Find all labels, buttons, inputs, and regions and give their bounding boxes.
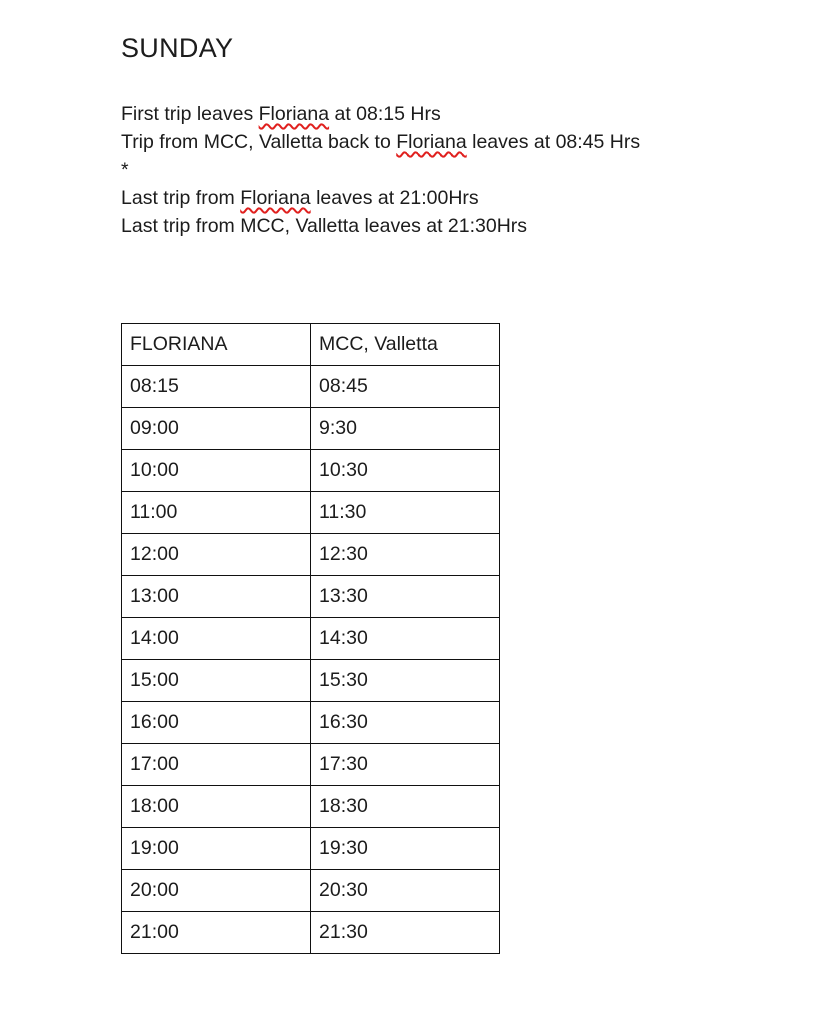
cell-floriana-time[interactable]: 12:00 bbox=[122, 534, 311, 576]
table-row bbox=[122, 912, 500, 954]
cell-mcc-valletta-time[interactable]: 11:30 bbox=[311, 492, 500, 534]
schedule-notes bbox=[121, 100, 640, 240]
cell-mcc-valletta-time[interactable]: 08:45 bbox=[311, 366, 500, 408]
spellcheck-flagged-word[interactable]: Floriana bbox=[258, 103, 330, 125]
cell-floriana-time[interactable]: 17:00 bbox=[122, 744, 311, 786]
cell-mcc-valletta-time[interactable]: 19:30 bbox=[311, 828, 500, 870]
table-row bbox=[122, 576, 500, 618]
cell-floriana-time[interactable]: 16:00 bbox=[122, 702, 311, 744]
cell-mcc-valletta-time[interactable]: 17:30 bbox=[311, 744, 500, 786]
table-row bbox=[122, 702, 500, 744]
cell-floriana-time[interactable]: 21:00 bbox=[122, 912, 311, 954]
timetable-body bbox=[122, 366, 500, 954]
table-row bbox=[122, 450, 500, 492]
cell-floriana-time[interactable]: 19:00 bbox=[122, 828, 311, 870]
cell-mcc-valletta-time[interactable]: 15:30 bbox=[311, 660, 500, 702]
table-row bbox=[122, 492, 500, 534]
table-row bbox=[122, 870, 500, 912]
cell-mcc-valletta-time[interactable]: 10:30 bbox=[311, 450, 500, 492]
cell-floriana-time[interactable]: 11:00 bbox=[122, 492, 311, 534]
cell-mcc-valletta-time[interactable]: 12:30 bbox=[311, 534, 500, 576]
page-title: SUNDAY bbox=[121, 33, 234, 63]
cell-floriana-time[interactable]: 15:00 bbox=[122, 660, 311, 702]
table-row bbox=[122, 744, 500, 786]
cell-floriana-time[interactable]: 09:00 bbox=[122, 408, 311, 450]
cell-mcc-valletta-time[interactable]: 9:30 bbox=[311, 408, 500, 450]
note-asterisk: * bbox=[121, 159, 129, 181]
table-row bbox=[122, 534, 500, 576]
table-row bbox=[122, 366, 500, 408]
table-header-row bbox=[122, 324, 500, 366]
cell-mcc-valletta-time[interactable]: 18:30 bbox=[311, 786, 500, 828]
table-row bbox=[122, 828, 500, 870]
note-return-trip: Trip from MCC, Valletta back to Floriana leaves at 08:45 Hrs bbox=[121, 131, 641, 153]
cell-floriana-time[interactable]: 08:15 bbox=[122, 366, 311, 408]
note-first-trip: First trip leaves Floriana at 08:15 Hrs bbox=[121, 103, 441, 125]
cell-mcc-valletta-time[interactable]: 14:30 bbox=[311, 618, 500, 660]
timetable bbox=[121, 323, 500, 954]
note-last-trip-floriana: Last trip from Floriana leaves at 21:00Hrs bbox=[121, 187, 479, 209]
table-row bbox=[122, 660, 500, 702]
table-row bbox=[122, 786, 500, 828]
cell-floriana-time[interactable]: 13:00 bbox=[122, 576, 311, 618]
spellcheck-flagged-word[interactable]: Floriana bbox=[240, 187, 311, 209]
cell-mcc-valletta-time[interactable]: 13:30 bbox=[311, 576, 500, 618]
cell-mcc-valletta-time[interactable]: 21:30 bbox=[311, 912, 500, 954]
table-row bbox=[122, 408, 500, 450]
cell-floriana-time[interactable]: 10:00 bbox=[122, 450, 311, 492]
column-header-floriana[interactable]: FLORIANA bbox=[122, 324, 311, 366]
cell-floriana-time[interactable]: 18:00 bbox=[122, 786, 311, 828]
spellcheck-flagged-word[interactable]: Floriana bbox=[396, 131, 467, 153]
cell-floriana-time[interactable]: 14:00 bbox=[122, 618, 311, 660]
column-header-mcc-valletta[interactable]: MCC, Valletta bbox=[311, 324, 500, 366]
cell-floriana-time[interactable]: 20:00 bbox=[122, 870, 311, 912]
table-row bbox=[122, 618, 500, 660]
note-last-trip-mcc: Last trip from MCC, Valletta leaves at 21:30Hrs bbox=[121, 215, 528, 237]
cell-mcc-valletta-time[interactable]: 16:30 bbox=[311, 702, 500, 744]
cell-mcc-valletta-time[interactable]: 20:30 bbox=[311, 870, 500, 912]
